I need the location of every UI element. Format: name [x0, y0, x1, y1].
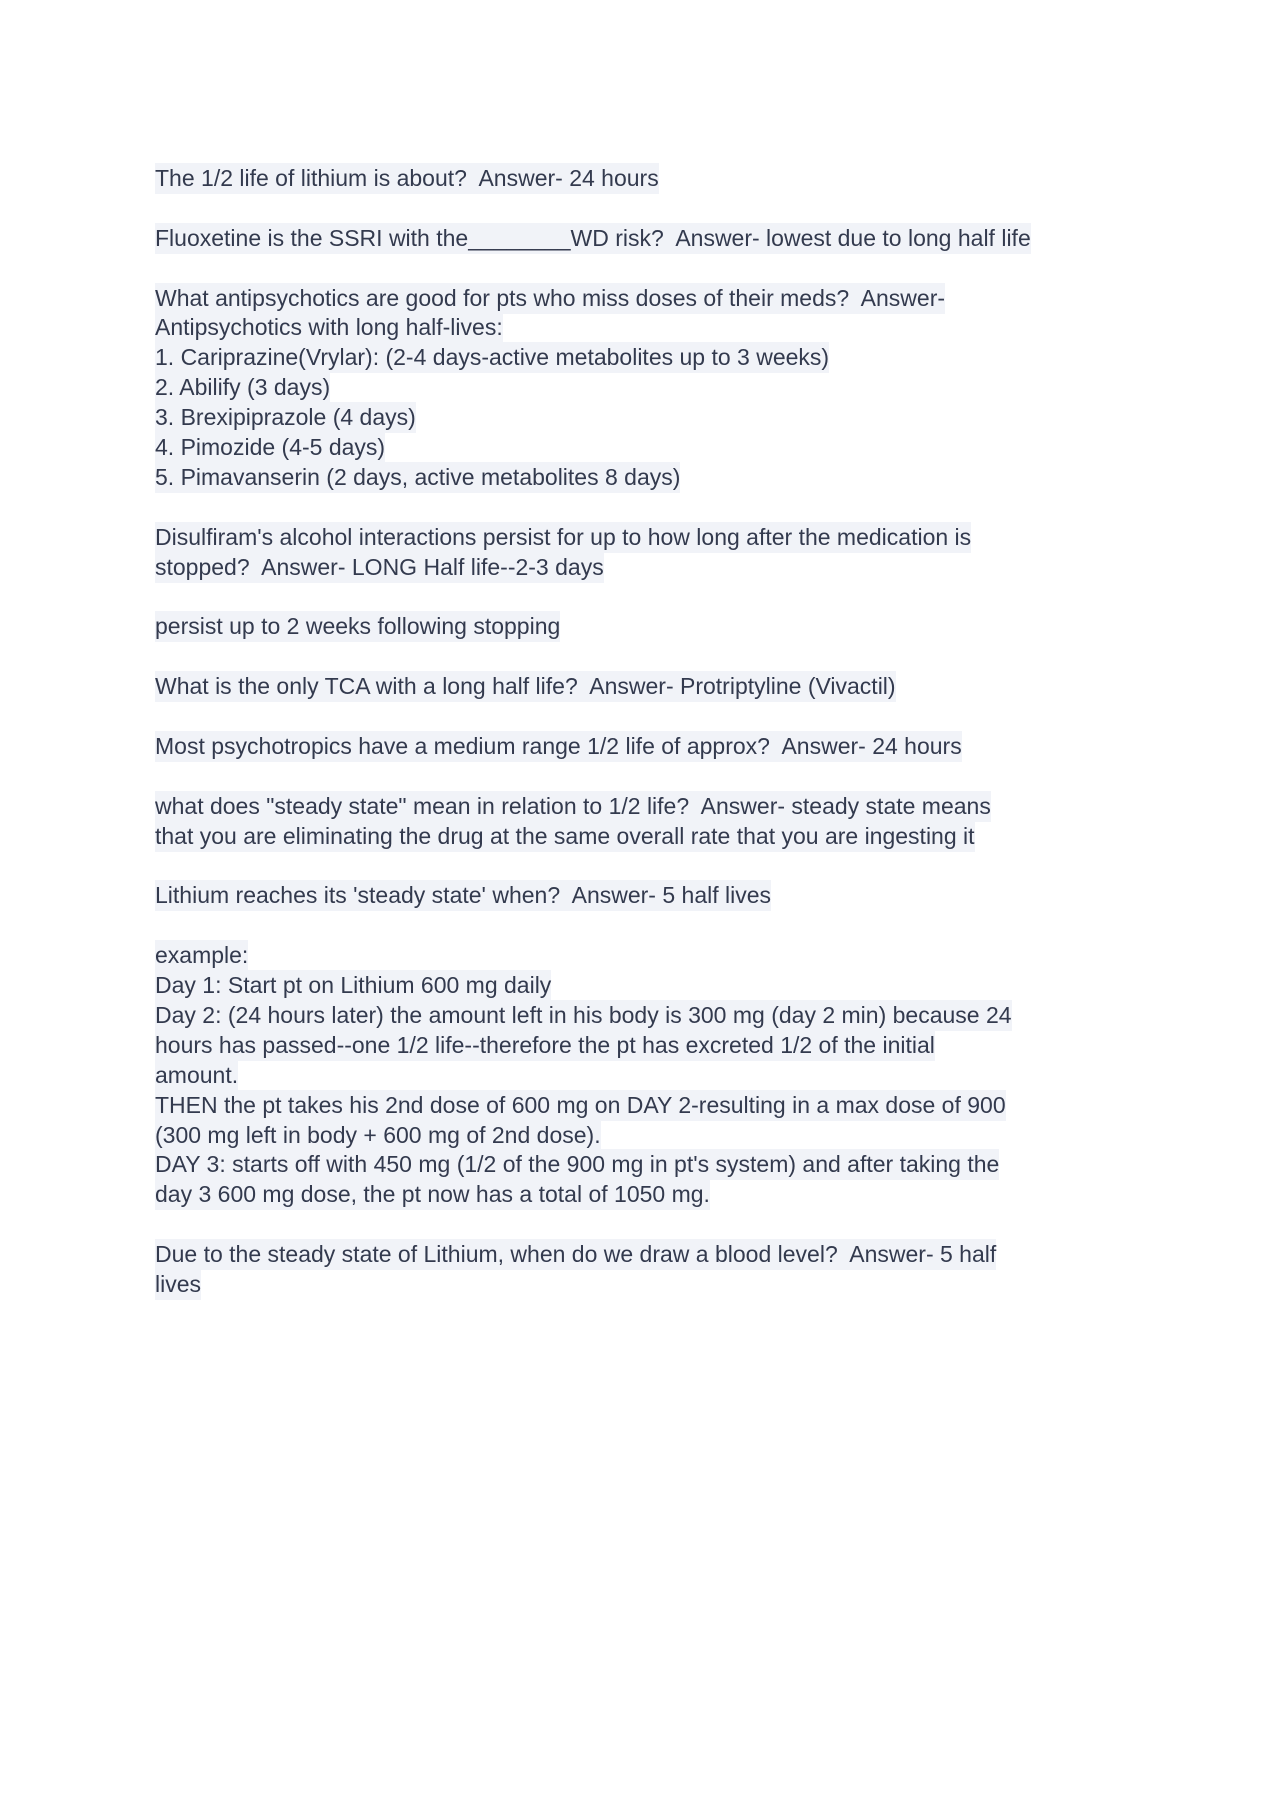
highlighted-text: THEN the pt takes his 2nd dose of 600 mg on DAY 2-resulting in a max dose of 900 [155, 1090, 1006, 1121]
text-line [155, 224, 1155, 254]
highlighted-text: Day 1: Start pt on Lithium 600 mg daily [155, 970, 551, 1001]
text-line [155, 612, 1155, 642]
highlighted-text: Lithium reaches its 'steady state' when? Answer- 5 half lives [155, 880, 771, 911]
highlighted-text: Disulfiram's alcohol interactions persist for up to how long after the medication is [155, 522, 971, 553]
text-line [155, 822, 1155, 852]
text-line [155, 881, 1155, 911]
text-line [155, 164, 1155, 194]
highlighted-text: 4. Pimozide (4-5 days) [155, 432, 385, 463]
text-line [155, 523, 1155, 553]
highlighted-text: example: [155, 940, 248, 971]
text-line [155, 792, 1155, 822]
highlighted-text: persist up to 2 weeks following stopping [155, 611, 560, 642]
text-line [155, 971, 1155, 1001]
text-line [155, 672, 1155, 702]
highlighted-text: stopped? Answer- LONG Half life--2-3 days [155, 552, 604, 583]
text-line [155, 284, 1155, 314]
highlighted-text: what does "steady state" mean in relation to 1/2 life? Answer- steady state means [155, 791, 991, 822]
highlighted-text: lives [155, 1269, 201, 1300]
document-page [155, 164, 1155, 1330]
text-line [155, 1061, 1155, 1091]
text-line [155, 1150, 1155, 1180]
highlighted-text: Fluoxetine is the SSRI with the________WD risk? Answer- lowest due to long half life [155, 223, 1031, 254]
highlighted-text: Antipsychotics with long half-lives: [155, 312, 503, 343]
text-line [155, 433, 1155, 463]
text-line [155, 343, 1155, 373]
highlighted-text: (300 mg left in body + 600 mg of 2nd dose). [155, 1120, 601, 1151]
highlighted-text: The 1/2 life of lithium is about? Answer- 24 hours [155, 163, 659, 194]
text-line [155, 1001, 1155, 1031]
qa-paragraph [155, 164, 1155, 194]
highlighted-text: hours has passed--one 1/2 life--therefore the pt has excreted 1/2 of the initial [155, 1030, 935, 1061]
qa-paragraph [155, 1240, 1155, 1300]
text-line [155, 1121, 1155, 1151]
highlighted-text: Due to the steady state of Lithium, when do we draw a blood level? Answer- 5 half [155, 1239, 996, 1270]
highlighted-text: 3. Brexipiprazole (4 days) [155, 402, 416, 433]
qa-paragraph [155, 224, 1155, 254]
qa-paragraph [155, 284, 1155, 493]
text-line [155, 553, 1155, 583]
text-line [155, 1270, 1155, 1300]
highlighted-text: What is the only TCA with a long half life? Answer- Protriptyline (Vivactil) [155, 671, 896, 702]
highlighted-text: Day 2: (24 hours later) the amount left in his body is 300 mg (day 2 min) because 24 [155, 1000, 1012, 1031]
highlighted-text: amount. [155, 1060, 238, 1091]
highlighted-text: What antipsychotics are good for pts who miss doses of their meds? Answer- [155, 283, 945, 314]
qa-paragraph [155, 672, 1155, 702]
text-line [155, 941, 1155, 971]
highlighted-text: 5. Pimavanserin (2 days, active metabolites 8 days) [155, 462, 680, 493]
highlighted-text: 2. Abilify (3 days) [155, 372, 330, 403]
qa-paragraph [155, 881, 1155, 911]
highlighted-text: that you are eliminating the drug at the same overall rate that you are ingesting it [155, 821, 975, 852]
qa-paragraph [155, 792, 1155, 852]
qa-paragraph [155, 523, 1155, 583]
text-line [155, 403, 1155, 433]
text-line [155, 463, 1155, 493]
qa-paragraph [155, 612, 1155, 642]
text-line [155, 1240, 1155, 1270]
text-line [155, 1180, 1155, 1210]
text-line [155, 1031, 1155, 1061]
highlighted-text: 1. Cariprazine(Vrylar): (2-4 days-active metabolites up to 3 weeks) [155, 342, 829, 373]
highlighted-text: day 3 600 mg dose, the pt now has a total of 1050 mg. [155, 1179, 710, 1210]
highlighted-text: DAY 3: starts off with 450 mg (1/2 of the 900 mg in pt's system) and after taking the [155, 1149, 999, 1180]
text-line [155, 732, 1155, 762]
highlighted-text: Most psychotropics have a medium range 1/2 life of approx? Answer- 24 hours [155, 731, 962, 762]
text-line [155, 313, 1155, 343]
text-line [155, 373, 1155, 403]
qa-paragraph [155, 941, 1155, 1210]
qa-paragraph [155, 732, 1155, 762]
text-line [155, 1091, 1155, 1121]
